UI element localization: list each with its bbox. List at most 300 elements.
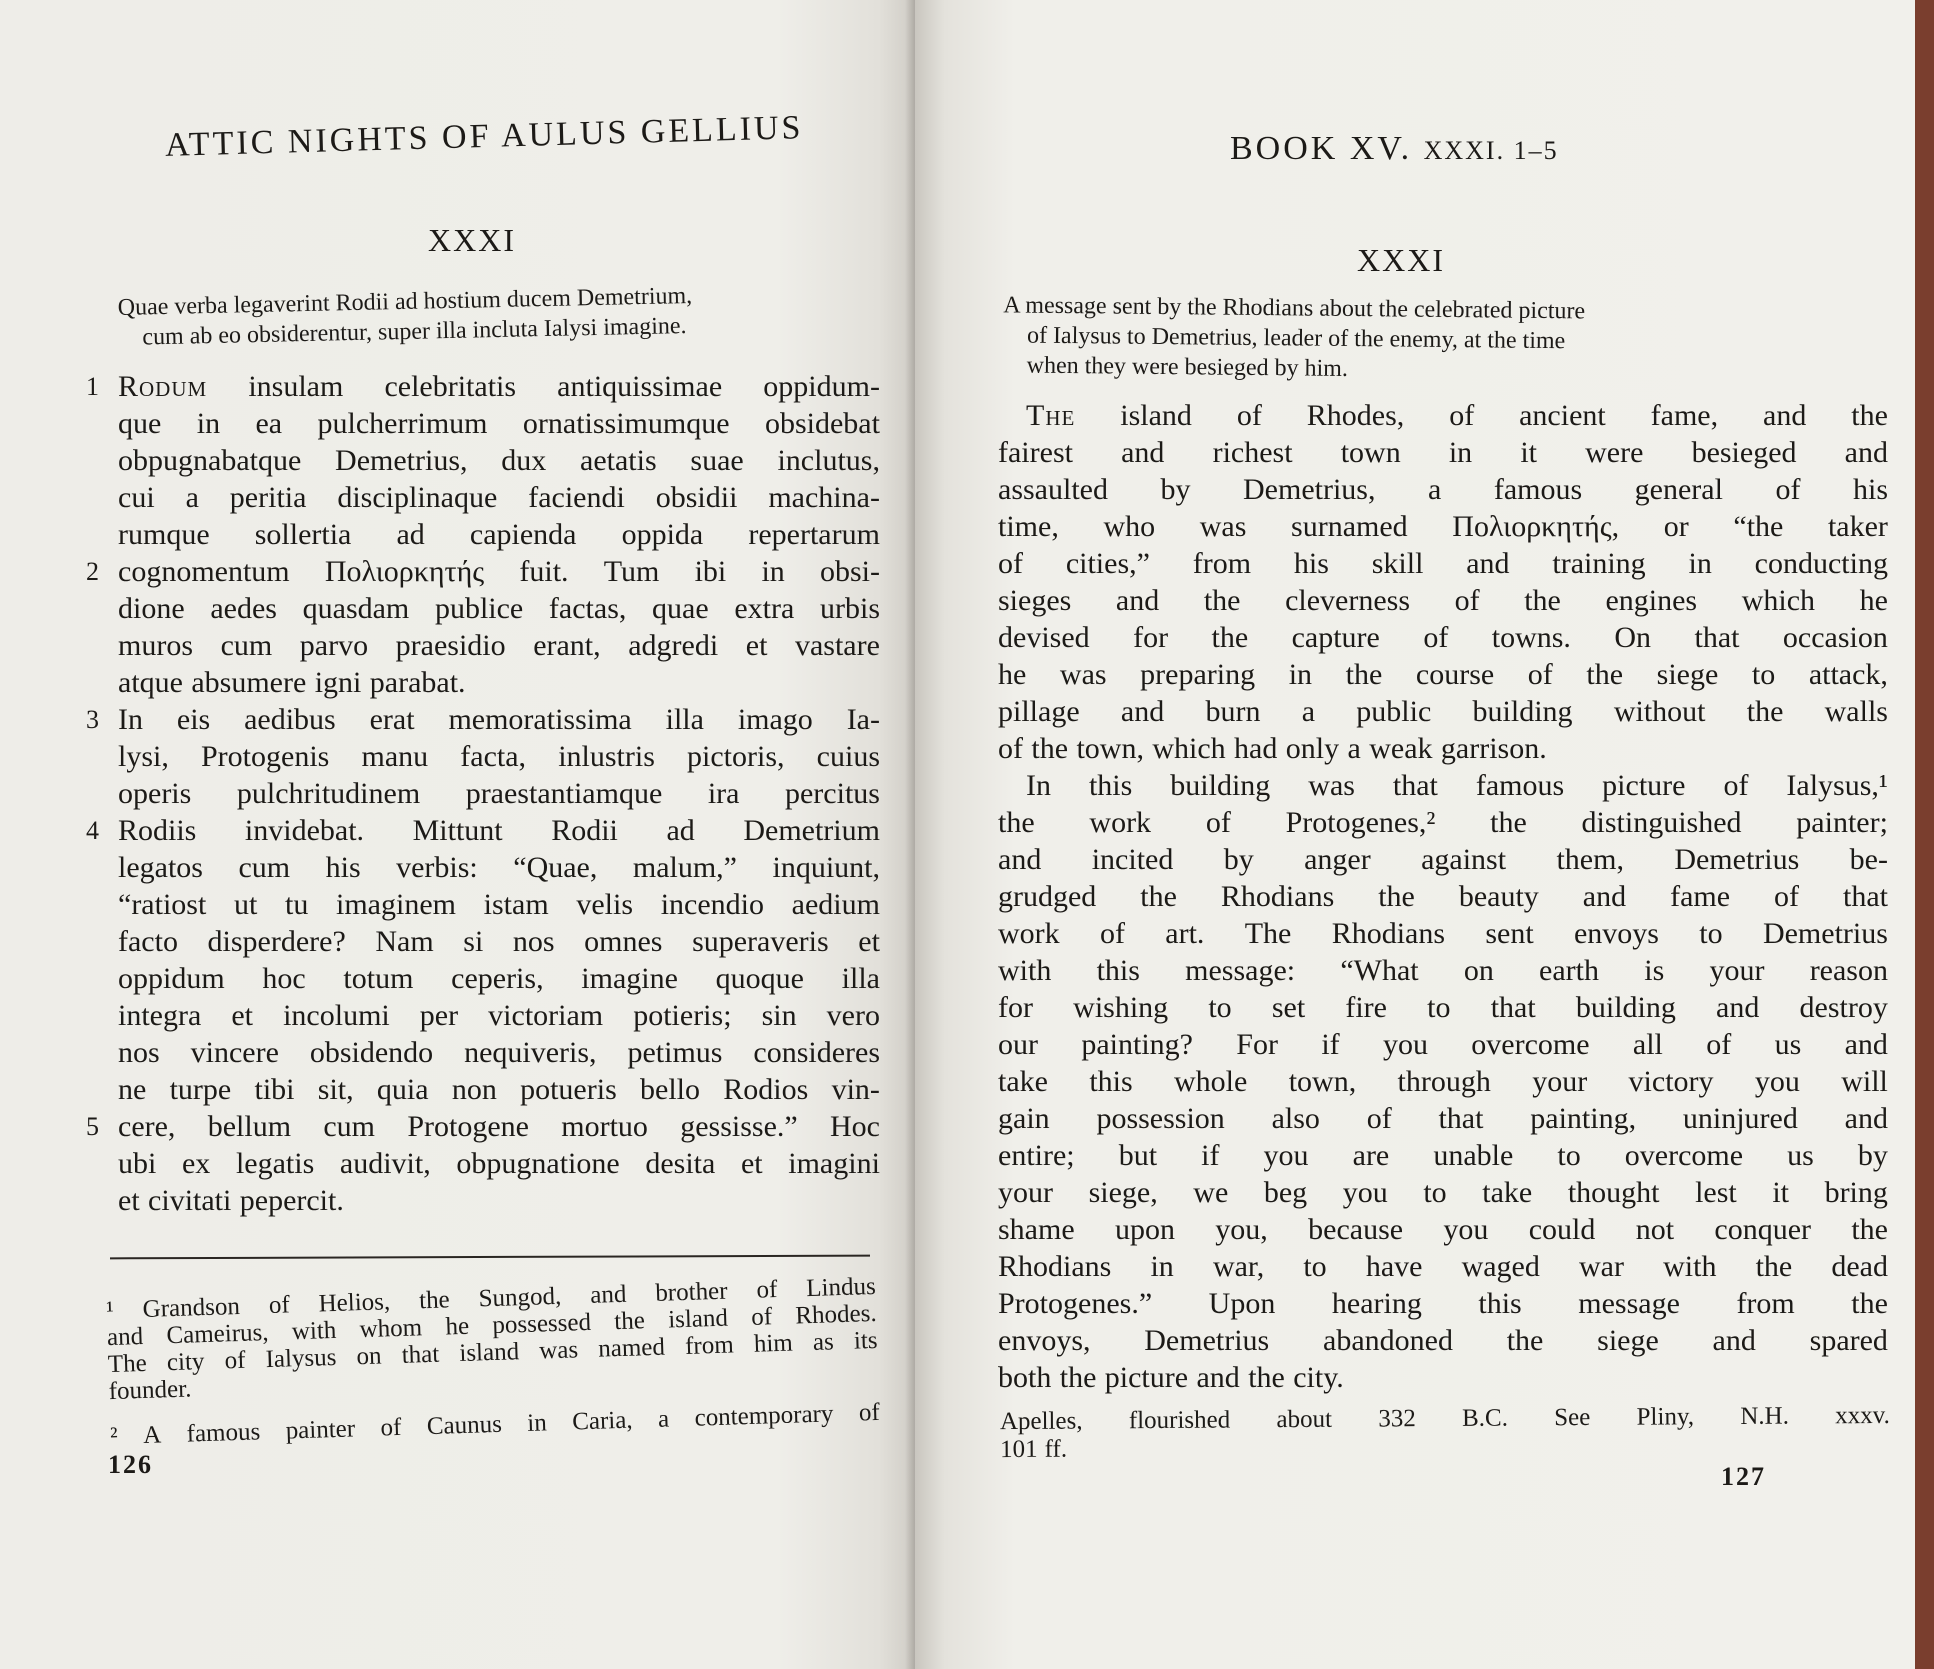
word: in — [196, 407, 221, 440]
word: vincere — [190, 1036, 279, 1069]
word: sin — [761, 999, 797, 1032]
word: igni — [314, 666, 362, 699]
word: capture — [1291, 621, 1380, 654]
word: anger — [1304, 843, 1371, 876]
word: in — [1150, 1250, 1174, 1283]
word: vastare — [794, 629, 880, 662]
word: superaveris — [692, 925, 829, 958]
word: tu — [285, 888, 309, 921]
word: factas, — [548, 592, 627, 625]
word: Tum — [603, 555, 660, 588]
word: a — [1427, 473, 1442, 506]
word: cleverness — [1285, 584, 1411, 617]
word: training — [1552, 547, 1646, 580]
word: in — [1688, 547, 1712, 580]
word: 101 — [1000, 1435, 1038, 1464]
word: be- — [1849, 843, 1888, 876]
word: our — [998, 1028, 1038, 1061]
word: on — [1463, 954, 1494, 987]
word: repertarum — [748, 518, 880, 551]
word: eis — [176, 703, 211, 736]
word: against — [1421, 843, 1507, 876]
word: he — [998, 658, 1027, 691]
word: “Quae, — [513, 851, 598, 884]
word: war, — [1212, 1250, 1265, 1283]
word: its — [853, 1326, 878, 1355]
word: muros — [118, 629, 193, 662]
text-line — [998, 1174, 1888, 1211]
text-line — [998, 952, 1888, 989]
word: Cameirus, — [166, 1319, 269, 1350]
word: course — [1415, 658, 1495, 691]
word: us — [1787, 1139, 1814, 1172]
word: upon — [1114, 1213, 1175, 1246]
word: machina- — [768, 481, 880, 514]
word: fame, — [1650, 399, 1719, 432]
word: imagini — [788, 1147, 880, 1180]
word: painter — [285, 1415, 356, 1445]
word: in — [1448, 436, 1473, 469]
word: et — [858, 925, 880, 958]
word: ad — [666, 814, 695, 847]
word: percitus — [784, 777, 880, 810]
word: and — [1763, 399, 1807, 432]
word: obpugnatione — [456, 1147, 620, 1180]
word: to — [1303, 1250, 1327, 1283]
word: omnes — [584, 925, 663, 958]
word: vin- — [831, 1073, 880, 1106]
word: inquiunt, — [772, 851, 880, 884]
word: if — [1201, 1139, 1220, 1172]
word: “ratiost — [118, 888, 207, 921]
word: famous — [186, 1418, 261, 1448]
word: was — [1059, 658, 1107, 691]
summary-line: Quae verba legaverint Rodii ad hostium ducem Demetrium, — [117, 282, 693, 321]
word: Demetrius — [1674, 843, 1800, 876]
word: aedium — [791, 888, 880, 921]
word: sent — [1485, 917, 1534, 950]
text-line — [86, 1108, 880, 1145]
text-line — [998, 434, 1888, 471]
latin-text — [86, 368, 880, 1219]
text-line — [998, 471, 1888, 508]
chapter-summary-latin — [117, 277, 878, 353]
word: dead — [1831, 1250, 1888, 1283]
word: quia — [376, 1073, 429, 1106]
word: was — [1308, 769, 1355, 802]
word: town, — [1076, 732, 1144, 765]
word: the — [1140, 880, 1177, 913]
word: of — [1236, 399, 1262, 432]
word: the — [1248, 1361, 1285, 1394]
word: celebritatis — [384, 370, 517, 403]
word: obsi- — [819, 555, 880, 588]
word: bello — [640, 1073, 701, 1106]
word: Ialysus,¹ — [1786, 769, 1888, 802]
word: unable — [1433, 1139, 1514, 1172]
word: imago — [737, 703, 813, 736]
word: Demetrius, — [1243, 473, 1376, 506]
word: envoys — [1573, 917, 1659, 950]
word: of — [268, 1291, 291, 1320]
word: garrison. — [1440, 732, 1547, 765]
word: bring — [1824, 1176, 1888, 1209]
word: entire; — [998, 1139, 1075, 1172]
word: malum,” — [632, 851, 737, 884]
word: whole — [1174, 1065, 1248, 1098]
word: this — [1096, 954, 1140, 987]
word: and — [1716, 991, 1760, 1024]
word: lysi, — [118, 740, 169, 773]
word: hearing — [1331, 1287, 1422, 1320]
word: this — [1478, 1287, 1522, 1320]
word: Grandson — [142, 1292, 241, 1323]
word: the — [1059, 1361, 1097, 1394]
running-head-reference: XXXI. 1–5 — [1423, 136, 1559, 165]
word: For — [1236, 1028, 1278, 1061]
word: are — [1352, 1139, 1390, 1172]
word: aedibus — [244, 703, 336, 736]
summary-line: cum ab eo obsiderentur, super illa incluta Ialysi imagine. — [142, 313, 687, 351]
word: velis — [576, 888, 634, 921]
text-line — [998, 545, 1888, 582]
word: thought — [1567, 1176, 1660, 1209]
text-line — [90, 590, 880, 627]
word: gain — [998, 1102, 1050, 1135]
word: in — [526, 1409, 548, 1437]
word: set — [1271, 991, 1306, 1024]
word: he — [1859, 584, 1888, 617]
word: them, — [1556, 843, 1624, 876]
word: because — [1308, 1213, 1404, 1246]
word: parabat. — [369, 666, 466, 699]
word: the — [1211, 621, 1249, 654]
word: legatis — [235, 1147, 315, 1180]
word: ira — [707, 777, 740, 810]
word: totum — [343, 962, 414, 995]
word: faciendi — [528, 481, 625, 514]
word: Demetrius — [1144, 1324, 1270, 1357]
word: pillage — [998, 695, 1080, 728]
word: could — [1528, 1213, 1596, 1246]
word: Rhodians — [1331, 917, 1446, 950]
word: the — [1506, 1324, 1544, 1357]
opening-word: The — [1026, 399, 1076, 432]
word: memoratissima — [448, 703, 632, 736]
word: your — [1709, 954, 1765, 987]
word: inclutus, — [777, 444, 880, 477]
word: occasion — [1782, 621, 1888, 654]
word: dione — [118, 592, 185, 625]
word: Protogene — [407, 1110, 529, 1143]
word: were — [1585, 436, 1644, 469]
word: had — [1234, 732, 1278, 765]
text-line — [998, 582, 1888, 619]
section-number: 3 — [86, 705, 99, 734]
word: and — [1582, 880, 1627, 913]
word: Protogenes,² — [1285, 806, 1436, 839]
word: painter; — [1796, 806, 1888, 839]
word: and — [1121, 436, 1165, 469]
word: the — [1345, 658, 1383, 691]
text-line — [998, 915, 1888, 952]
word: of — [750, 1303, 773, 1331]
word: pulchritudinem — [236, 777, 421, 810]
word: of — [1723, 769, 1749, 802]
word: spared — [1809, 1324, 1888, 1357]
word: of — [1449, 399, 1475, 432]
running-head-left: ATTIC NIGHTS OF AULUS GELLIUS — [164, 109, 804, 164]
word: Hoc — [830, 1110, 880, 1143]
word: of — [998, 547, 1023, 580]
word: all — [1632, 1028, 1663, 1061]
word: in — [1288, 658, 1313, 691]
word: obsidebat — [764, 407, 880, 440]
page-number-left: 126 — [108, 1450, 153, 1479]
word: but — [1118, 1139, 1158, 1172]
text-line — [90, 886, 880, 923]
word: for — [998, 991, 1033, 1024]
text-line — [90, 960, 880, 997]
word: of — [1423, 621, 1449, 654]
word: beg — [1263, 1176, 1308, 1209]
word: pepercit. — [239, 1184, 344, 1217]
word: Apelles, — [999, 1407, 1083, 1436]
word: A — [142, 1421, 162, 1450]
word: that — [401, 1340, 440, 1369]
word: burn — [1205, 695, 1261, 728]
word: that — [1694, 621, 1740, 654]
page-number-right: 127 — [1721, 1462, 1766, 1491]
word: or — [1663, 510, 1689, 543]
word: of — [1774, 880, 1800, 913]
word: fire — [1345, 991, 1387, 1024]
word: work — [1089, 806, 1152, 839]
word: Caria, — [571, 1406, 633, 1436]
word: B.C. — [1461, 1404, 1509, 1432]
word: devised — [998, 621, 1090, 654]
word: rumque — [118, 518, 210, 551]
word: of — [998, 732, 1023, 765]
word: quasdam — [302, 592, 410, 625]
word: fame — [1670, 880, 1731, 913]
word: turpe — [169, 1073, 232, 1106]
word: Demetrius, — [335, 444, 468, 477]
text-line — [998, 989, 1888, 1026]
word: take — [1482, 1176, 1533, 1209]
word: was — [538, 1336, 579, 1365]
word: you — [1382, 1028, 1428, 1061]
word: ceperis, — [451, 962, 544, 995]
text-line — [998, 656, 1888, 693]
text-line — [90, 664, 880, 701]
word: your — [998, 1176, 1053, 1209]
word: and — [1120, 695, 1165, 728]
word: beauty — [1458, 880, 1539, 913]
word: Ia- — [846, 703, 880, 736]
word: Rhodes. — [794, 1299, 878, 1330]
word: a — [1347, 732, 1361, 765]
text-line — [998, 397, 1888, 434]
word: which — [1152, 732, 1226, 765]
word: publice — [434, 592, 524, 625]
text-line — [90, 997, 880, 1034]
word: towns. — [1491, 621, 1571, 654]
word: praesidio — [395, 629, 506, 662]
word: Rodiis — [118, 814, 197, 847]
text-line — [90, 738, 880, 775]
word: dux — [501, 444, 547, 477]
word: mortuo — [561, 1110, 648, 1143]
word: to — [1699, 917, 1723, 950]
word: time, — [998, 510, 1059, 543]
word: praestantiamque — [465, 777, 663, 810]
word: ² — [109, 1422, 119, 1451]
word: skill — [1371, 547, 1424, 580]
word: ea — [255, 407, 283, 440]
word: ancient — [1519, 399, 1606, 432]
word: island — [1120, 399, 1192, 432]
word: of — [224, 1346, 246, 1375]
word: sollertia — [254, 518, 352, 551]
word: have — [1365, 1250, 1423, 1283]
word: by — [1160, 473, 1191, 506]
word: Pliny, — [1636, 1403, 1695, 1431]
word: taker — [1827, 510, 1888, 543]
text-line — [90, 775, 880, 812]
word: antiquissimae — [557, 370, 723, 403]
word: Demetrium — [743, 814, 880, 847]
word: of — [380, 1413, 402, 1442]
word: imagine — [581, 962, 678, 995]
word: weak — [1369, 732, 1433, 765]
word: of — [1205, 806, 1231, 839]
word: he — [445, 1312, 470, 1341]
word: inlustris — [558, 740, 655, 773]
word: suae — [690, 444, 744, 477]
text-line — [998, 1322, 1888, 1359]
word: building — [1575, 991, 1676, 1024]
word: 332 — [1378, 1405, 1416, 1433]
word: only — [1285, 732, 1340, 765]
word: Helios, — [318, 1288, 391, 1318]
word: Mittunt — [412, 814, 503, 847]
word: and — [1712, 1324, 1756, 1357]
word: siege, — [1088, 1176, 1158, 1209]
word: cum — [323, 1110, 376, 1143]
section-number: 4 — [86, 816, 99, 845]
word: civitati — [148, 1184, 232, 1217]
word: famous — [1475, 769, 1565, 802]
word: Protogenis — [201, 740, 330, 773]
word: “What — [1340, 954, 1419, 987]
word: Rhodians — [1220, 880, 1335, 913]
word: overcome — [1471, 1028, 1590, 1061]
chapter-number-left: XXXI — [428, 222, 516, 258]
word: on — [356, 1342, 382, 1371]
word: non — [451, 1073, 497, 1106]
word: island — [667, 1304, 729, 1334]
word: que — [118, 407, 162, 440]
word: incolumi — [283, 999, 390, 1032]
text-line — [998, 1359, 1888, 1396]
word: public — [1356, 695, 1432, 728]
word: lest — [1695, 1176, 1737, 1209]
word: the — [1851, 1213, 1888, 1246]
word: pictoris, — [687, 740, 785, 773]
text-line — [90, 923, 880, 960]
footnotes-left — [106, 1273, 880, 1450]
word: painting, — [1530, 1102, 1637, 1135]
word: to — [1557, 1139, 1581, 1172]
word: the — [418, 1286, 451, 1315]
word: with — [291, 1316, 337, 1346]
word: and — [1115, 584, 1160, 617]
opening-word: Rodum — [118, 370, 208, 403]
word: erat — [369, 703, 415, 736]
text-line — [998, 804, 1888, 841]
word: whom — [359, 1314, 423, 1344]
word: waged — [1461, 1250, 1540, 1283]
word: obpugnabatque — [118, 444, 302, 477]
word: you — [1443, 1213, 1489, 1246]
word: The — [1244, 917, 1292, 950]
word: town, — [1288, 1065, 1357, 1098]
text-line — [998, 1137, 1888, 1174]
word: uninjured — [1682, 1102, 1798, 1135]
text-line — [998, 1026, 1888, 1063]
english-translation — [998, 397, 1888, 1396]
word: Caunus — [426, 1410, 503, 1441]
text-line — [90, 405, 880, 442]
word: the — [998, 806, 1035, 839]
word: if — [1321, 1028, 1340, 1061]
word: his — [1293, 547, 1329, 580]
word: Rodii — [551, 814, 618, 847]
word: assaulted — [998, 473, 1108, 506]
word: per — [419, 999, 459, 1032]
word: to — [1208, 991, 1232, 1024]
word: Πολιορκητής, — [1452, 510, 1620, 543]
word: his — [1852, 473, 1888, 506]
word: oppidum- — [763, 370, 880, 403]
word: Rodios — [723, 1073, 809, 1106]
word: also — [1271, 1102, 1320, 1135]
word: without — [1613, 695, 1706, 728]
word: in — [761, 555, 785, 588]
right-page — [915, 0, 1915, 1669]
section-number: 5 — [86, 1112, 99, 1141]
word: message — [1578, 1287, 1680, 1320]
text-line — [90, 849, 880, 886]
word: the — [1490, 806, 1527, 839]
word: message: — [1185, 954, 1296, 987]
text-line — [998, 1285, 1888, 1322]
word: Nam — [375, 925, 434, 958]
word: et — [740, 1147, 763, 1180]
word: the — [613, 1307, 646, 1336]
word: consideres — [753, 1036, 880, 1069]
word: him — [753, 1329, 794, 1358]
word: of — [1775, 473, 1801, 506]
section-number: 1 — [86, 372, 99, 401]
word: obsidii — [655, 481, 738, 514]
word: victoriam — [488, 999, 604, 1032]
word: Lindus — [805, 1272, 877, 1303]
word: this — [1089, 1065, 1133, 1098]
word: wishing — [1073, 991, 1169, 1024]
word: “the — [1733, 510, 1784, 543]
